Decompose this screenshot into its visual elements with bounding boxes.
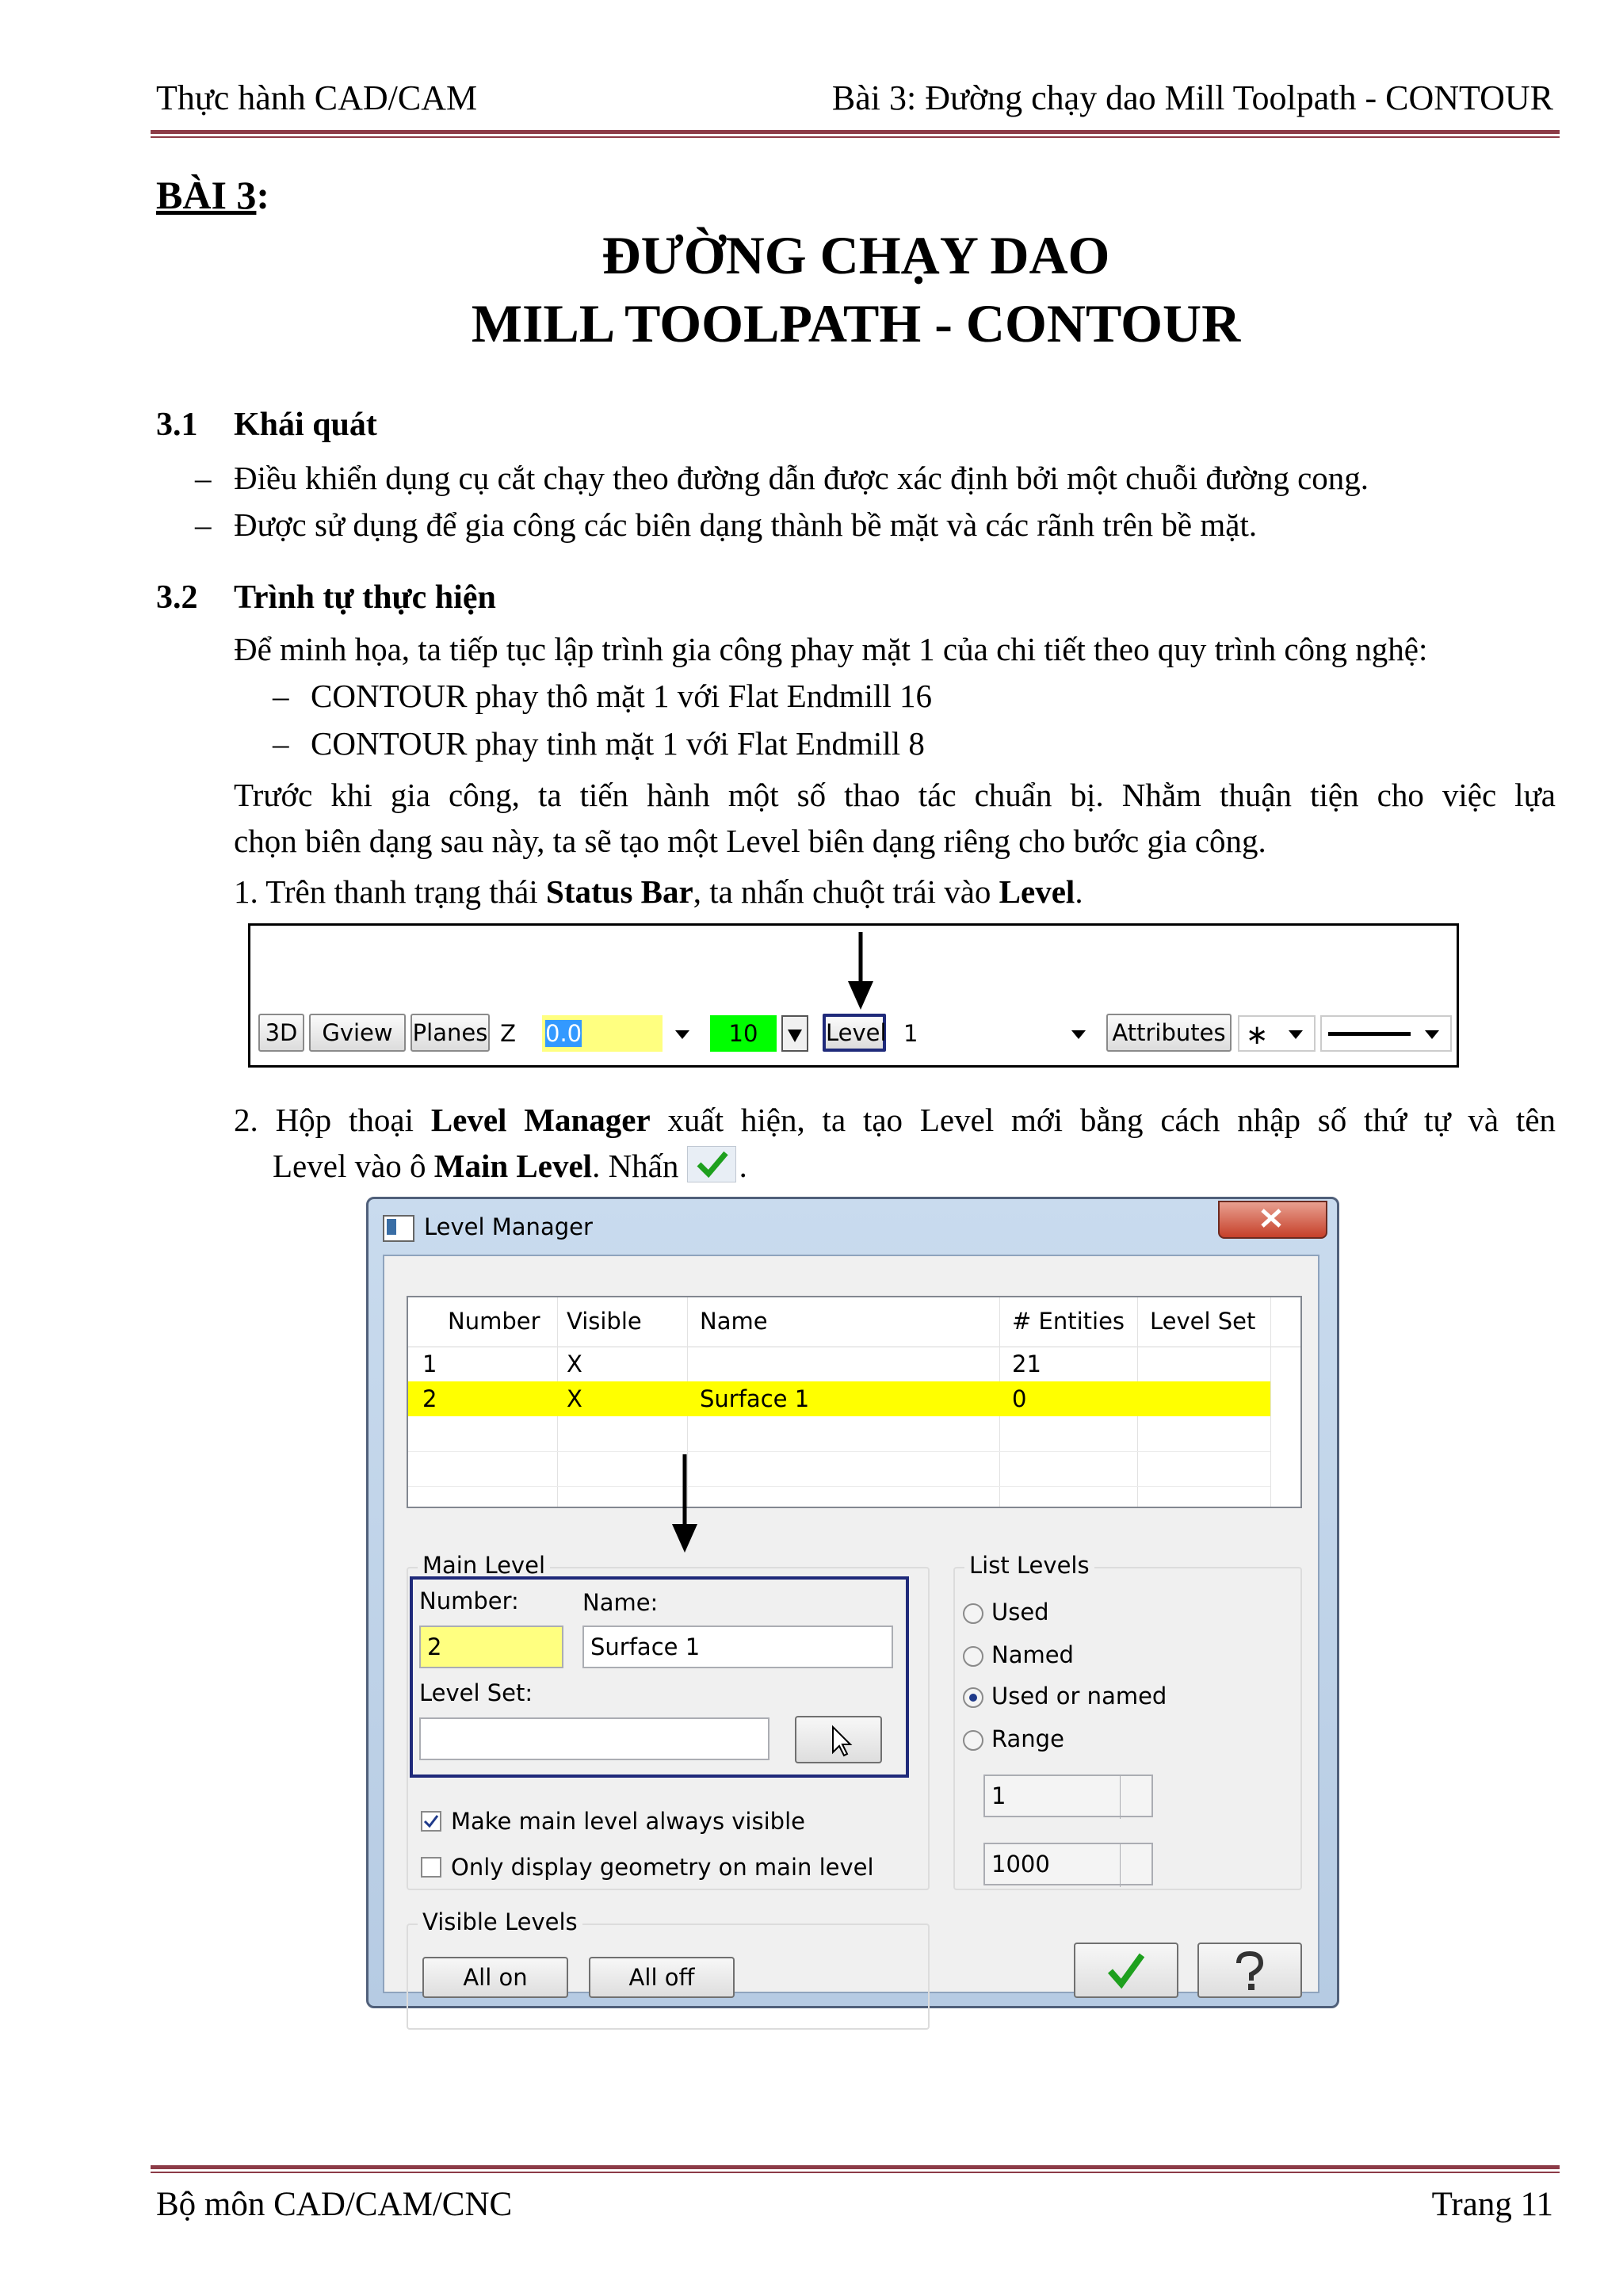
range-from-input[interactable]: 1 — [983, 1775, 1153, 1817]
ok-button[interactable] — [1074, 1943, 1178, 1998]
window-icon — [383, 1215, 414, 1242]
only-display-label: Only display geometry on main level — [451, 1854, 874, 1881]
lesson-label: BÀI 3: — [156, 173, 270, 217]
dialog-title: Level Manager — [424, 1213, 593, 1240]
radio-range[interactable] — [963, 1730, 983, 1751]
footer-left: Bộ môn CAD/CAM/CNC — [156, 2186, 513, 2223]
sec2-bullet-1: CONTOUR phay thô mặt 1 với Flat Endmill 16 — [311, 678, 932, 714]
header-rule — [151, 130, 1560, 134]
col-name[interactable]: Name — [700, 1308, 768, 1335]
table-row[interactable] — [408, 1347, 1270, 1381]
sec1-number: 3.1 — [156, 407, 198, 443]
check-icon — [1075, 1944, 1177, 1996]
point-style-dropdown-icon[interactable] — [1289, 1030, 1303, 1039]
ok-check-icon — [687, 1146, 736, 1182]
header-right: Bài 3: Đường chạy dao Mill Toolpath - CONTOUR — [831, 78, 1553, 117]
pointer-arrow — [846, 932, 875, 1011]
sec1-bullet-2: Được sử dụng để gia công các biên dạng thành bề mặt và các rãnh trên bề mặt. — [234, 506, 1258, 543]
level-manager-dialog — [366, 1197, 1339, 2008]
row-name: Surface 1 — [700, 1385, 810, 1412]
level-table — [407, 1296, 1302, 1508]
lesson-title-line1: ĐƯỜNG CHẠY DAO — [601, 225, 1110, 285]
list-levels-legend: List Levels — [964, 1551, 1094, 1580]
row-number: 2 — [422, 1385, 437, 1412]
3d-button[interactable]: 3D — [258, 1014, 304, 1052]
z-label: Z — [500, 1020, 516, 1047]
cursor-arrow-icon — [796, 1717, 880, 1762]
main-level-legend: Main Level — [418, 1551, 550, 1580]
sec2-dash-2: – — [273, 725, 289, 762]
range-from-spinner[interactable] — [1120, 1776, 1151, 1819]
step2-line1: 2. Hộp thoại Level Manager xuất hiện, ta tạo Level mới bằng cách nhập số thứ tự và tên — [234, 1102, 1556, 1138]
level-button[interactable]: Level — [823, 1014, 886, 1052]
sec2-title: Trình tự thực hiện — [234, 579, 496, 616]
levelset-label: Level Set: — [419, 1679, 533, 1706]
z-dropdown-icon[interactable] — [675, 1030, 689, 1039]
attributes-button[interactable]: Attributes — [1106, 1014, 1232, 1052]
row-number: 1 — [422, 1350, 437, 1377]
levelset-input[interactable] — [419, 1717, 769, 1760]
sec2-dash-1: – — [273, 678, 289, 714]
footer-rule — [151, 2165, 1560, 2169]
table-row-selected[interactable] — [408, 1381, 1270, 1416]
help-icon — [1199, 1944, 1300, 1996]
sec2-intro: Để minh họa, ta tiếp tục lập trình gia công phay mặt 1 của chi tiết theo quy trình công nghệ: — [234, 631, 1428, 667]
only-display-checkbox[interactable] — [421, 1857, 441, 1878]
radio-named[interactable] — [963, 1646, 983, 1667]
radio-used-or-named-label: Used or named — [991, 1683, 1167, 1710]
sec1-bullet-1: Điều khiển dụng cụ cắt chạy theo đường dẫn được xác định bởi một chuỗi đường cong. — [234, 460, 1369, 496]
row-entities: 0 — [1012, 1385, 1027, 1412]
radio-named-label: Named — [991, 1641, 1074, 1668]
help-button[interactable] — [1197, 1943, 1302, 1998]
level-value-field[interactable]: 1 — [903, 1020, 918, 1047]
sec1-dash-2: – — [195, 506, 212, 543]
radio-used[interactable] — [963, 1603, 983, 1624]
col-number[interactable]: Number — [448, 1308, 540, 1335]
header-rule-thin — [151, 136, 1560, 138]
lesson-title-line2: MILL TOOLPATH - CONTOUR — [471, 293, 1241, 353]
color-field[interactable]: 10 — [710, 1015, 777, 1052]
color-dropdown[interactable] — [781, 1015, 808, 1052]
footer-rule-thin — [151, 2172, 1560, 2173]
make-visible-checkbox[interactable] — [421, 1811, 441, 1832]
row-visible: X — [567, 1385, 582, 1412]
name-input[interactable]: Surface 1 — [582, 1626, 893, 1668]
sec1-dash-1: – — [195, 460, 212, 496]
visible-levels-legend: Visible Levels — [418, 1908, 582, 1936]
header-left: Thực hành CAD/CAM — [156, 78, 478, 117]
sec2-para-line1: Trước khi gia công, ta tiến hành một số thao tác chuẩn bị. Nhằm thuận tiện cho việc lựa — [234, 777, 1556, 813]
line-style-dropdown-icon[interactable] — [1425, 1030, 1439, 1039]
all-on-button[interactable]: All on — [422, 1957, 568, 1998]
pointer-arrow — [670, 1454, 699, 1557]
step2-line2: Level vào ô Main Level. Nhấn . — [273, 1148, 747, 1184]
sec1-title: Khái quát — [234, 407, 377, 443]
point-style-field[interactable]: ∗ — [1238, 1015, 1316, 1052]
planes-button[interactable]: Planes — [411, 1014, 490, 1052]
col-entities[interactable]: # Entities — [1012, 1308, 1125, 1335]
name-label: Name: — [582, 1589, 659, 1616]
step1-text: 1. Trên thanh trạng thái Status Bar, ta nhấn chuột trái vào Level. — [234, 873, 1083, 910]
all-off-button[interactable]: All off — [589, 1957, 735, 1998]
radio-used-or-named[interactable] — [963, 1687, 983, 1708]
z-depth-field[interactable]: 0.0 — [542, 1015, 663, 1052]
sec2-number: 3.2 — [156, 579, 198, 616]
gview-button[interactable]: Gview — [309, 1014, 406, 1052]
level-dropdown-icon[interactable] — [1071, 1030, 1086, 1039]
row-visible: X — [567, 1350, 582, 1377]
status-bar-screenshot — [248, 923, 1459, 1068]
close-button[interactable] — [1218, 1201, 1327, 1239]
range-to-spinner[interactable] — [1120, 1844, 1151, 1887]
select-levelset-button[interactable] — [795, 1716, 882, 1763]
footer-page-number: Trang 11 — [1431, 2186, 1553, 2223]
row-entities: 21 — [1012, 1350, 1041, 1377]
sec2-bullet-2: CONTOUR phay tinh mặt 1 với Flat Endmill 8 — [311, 725, 925, 762]
make-visible-label: Make main level always visible — [451, 1808, 805, 1835]
number-input[interactable]: 2 — [419, 1626, 563, 1668]
col-levelset[interactable]: Level Set — [1150, 1308, 1256, 1335]
range-to-input[interactable]: 1000 — [983, 1843, 1153, 1885]
radio-range-label: Range — [991, 1725, 1064, 1752]
col-visible[interactable]: Visible — [567, 1308, 642, 1335]
radio-used-label: Used — [991, 1599, 1049, 1626]
sec2-para-line2: chọn biên dạng sau này, ta sẽ tạo một Level biên dạng riêng cho bước gia công. — [234, 823, 1266, 859]
number-label: Number: — [419, 1587, 519, 1614]
